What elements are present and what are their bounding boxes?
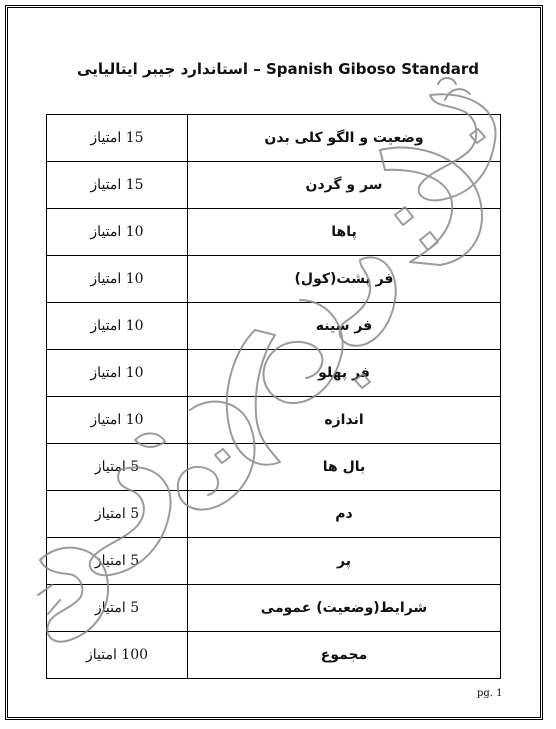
points-cell: 5 امتیاز bbox=[47, 585, 188, 632]
table-row bbox=[47, 632, 501, 679]
criterion-cell: پر bbox=[188, 538, 501, 585]
page-number: pg. 1 bbox=[477, 688, 503, 699]
points-cell: 10 امتیاز bbox=[47, 350, 188, 397]
table-row bbox=[47, 115, 501, 162]
table-row bbox=[47, 350, 501, 397]
points-cell: 10 امتیاز bbox=[47, 397, 188, 444]
points-cell: 15 امتیاز bbox=[47, 162, 188, 209]
table-row bbox=[47, 162, 501, 209]
points-cell: 5 امتیاز bbox=[47, 491, 188, 538]
points-cell: 5 امتیاز bbox=[47, 444, 188, 491]
criterion-cell: سر و گردن bbox=[188, 162, 501, 209]
table-row bbox=[47, 256, 501, 303]
criterion-cell: مجموع bbox=[188, 632, 501, 679]
points-cell: 10 امتیاز bbox=[47, 303, 188, 350]
criterion-cell: اندازه bbox=[188, 397, 501, 444]
points-cell: 100 امتیاز bbox=[47, 632, 188, 679]
criterion-cell: پاها bbox=[188, 209, 501, 256]
table-row bbox=[47, 397, 501, 444]
criterion-cell: دم bbox=[188, 491, 501, 538]
points-cell: 10 امتیاز bbox=[47, 209, 188, 256]
table-row bbox=[47, 538, 501, 585]
criterion-cell: فر پشت(کول) bbox=[188, 256, 501, 303]
table-row bbox=[47, 585, 501, 632]
criterion-cell: بال ها bbox=[188, 444, 501, 491]
table-row bbox=[47, 491, 501, 538]
standard-table bbox=[46, 114, 501, 679]
table-row bbox=[47, 303, 501, 350]
criterion-cell: فر پهلو bbox=[188, 350, 501, 397]
points-cell: 15 امتیاز bbox=[47, 115, 188, 162]
points-cell: 5 امتیاز bbox=[47, 538, 188, 585]
document-title: استاندارد جیبر ایتالیایی – Spanish Giboso Standard bbox=[77, 60, 479, 78]
criterion-cell: وضعیت و الگو کلی بدن bbox=[188, 115, 501, 162]
criterion-cell: شرایط(وضعیت) عمومی bbox=[188, 585, 501, 632]
table-row bbox=[47, 209, 501, 256]
criterion-cell: فر سینه bbox=[188, 303, 501, 350]
points-cell: 10 امتیاز bbox=[47, 256, 188, 303]
table-row bbox=[47, 444, 501, 491]
